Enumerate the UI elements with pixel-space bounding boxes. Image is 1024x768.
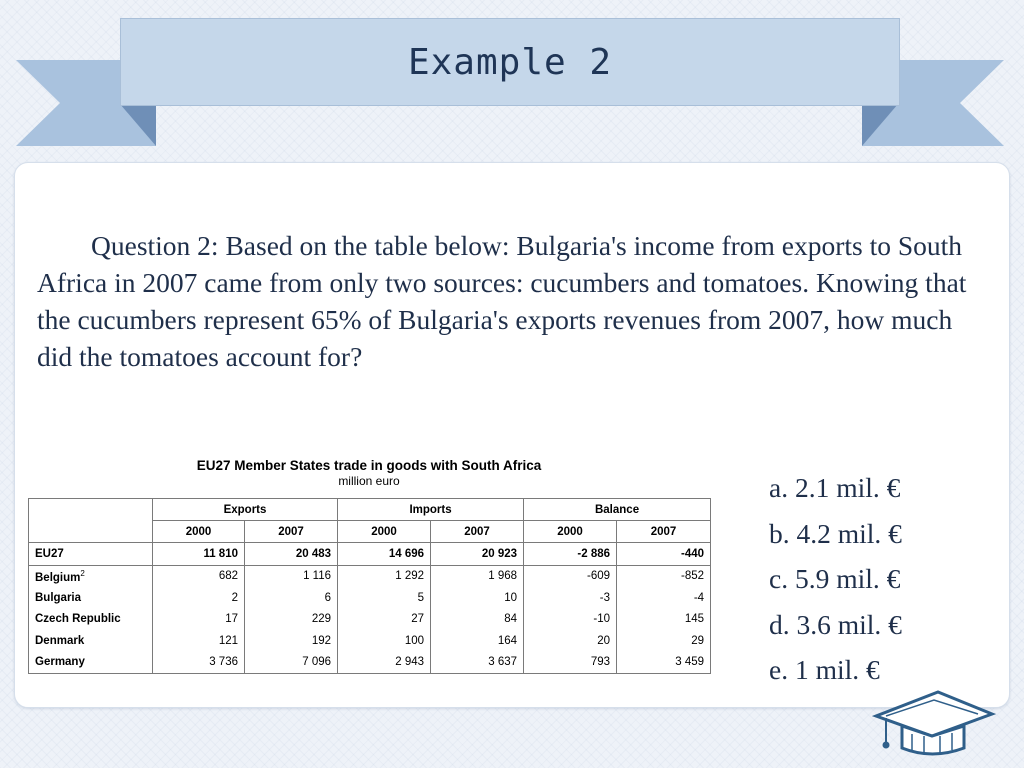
country-name: Bulgaria [35, 591, 82, 604]
value-cell: 3 736 [153, 652, 245, 674]
value-cell: 121 [153, 630, 245, 652]
country-name: Denmark [35, 634, 85, 647]
year-header: 2000 [524, 521, 617, 543]
value-cell: 1 116 [245, 565, 338, 587]
country-name: Czech Republic [35, 613, 121, 626]
value-cell: 20 923 [431, 543, 524, 566]
value-cell: 100 [338, 630, 431, 652]
country-name: EU27 [35, 547, 64, 560]
value-cell: 1 292 [338, 565, 431, 587]
value-cell: 5 [338, 587, 431, 609]
value-cell: 6 [245, 587, 338, 609]
table-subtitle: million euro [338, 474, 400, 488]
table-row [29, 543, 711, 566]
table-title: EU27 Member States trade in goods with South Africa [196, 458, 542, 473]
table-row [29, 652, 711, 674]
country-cell [29, 630, 153, 652]
slide-title: Example 2 [120, 18, 900, 106]
value-cell: 3 637 [431, 652, 524, 674]
value-cell: 229 [245, 609, 338, 631]
value-cell: 20 [524, 630, 617, 652]
column-group-header: Balance [524, 499, 711, 521]
table-row [29, 587, 711, 609]
answer-option-a: a. 2.1 mil. € [769, 472, 901, 503]
year-header: 2000 [338, 521, 431, 543]
value-cell: -3 [524, 587, 617, 609]
value-cell: 17 [153, 609, 245, 631]
answer-option-c: c. 5.9 mil. € [769, 563, 901, 594]
year-header: 2000 [153, 521, 245, 543]
answer-option-d: d. 3.6 mil. € [769, 608, 902, 640]
value-cell: -609 [524, 565, 617, 587]
table-row [29, 630, 711, 652]
value-cell: -10 [524, 609, 617, 631]
year-header: 2007 [617, 521, 711, 543]
country-cell [29, 543, 153, 566]
value-cell: 2 [153, 587, 245, 609]
value-cell: 164 [431, 630, 524, 652]
answer-option-b: b. 4.2 mil. € [769, 517, 902, 549]
value-cell: 27 [338, 609, 431, 631]
table-caption [181, 458, 557, 488]
answer-option-e: e. 1 mil. € [769, 654, 880, 685]
answer-options [769, 465, 902, 693]
value-cell: -4 [617, 587, 711, 609]
value-cell: 84 [431, 609, 524, 631]
country-name: Belgium [35, 571, 81, 584]
content-card [14, 162, 1010, 708]
graduation-cap-icon [872, 686, 996, 758]
country-cell [29, 565, 153, 587]
value-cell: 29 [617, 630, 711, 652]
trade-table [28, 498, 711, 674]
value-cell: 11 810 [153, 543, 245, 566]
column-group-header: Exports [153, 499, 338, 521]
country-name: Germany [35, 656, 85, 669]
value-cell: 7 096 [245, 652, 338, 674]
table-row [29, 565, 711, 587]
footnote-marker: 2 [80, 568, 85, 578]
value-cell: 145 [617, 609, 711, 631]
value-cell: 192 [245, 630, 338, 652]
value-cell: 10 [431, 587, 524, 609]
value-cell: -2 886 [524, 543, 617, 566]
value-cell: 682 [153, 565, 245, 587]
value-cell: 793 [524, 652, 617, 674]
country-cell [29, 652, 153, 674]
year-header: 2007 [431, 521, 524, 543]
value-cell: 3 459 [617, 652, 711, 674]
year-header: 2007 [245, 521, 338, 543]
value-cell: 20 483 [245, 543, 338, 566]
value-cell: 1 968 [431, 565, 524, 587]
value-cell: -440 [617, 543, 711, 566]
table-row [29, 609, 711, 631]
value-cell: 14 696 [338, 543, 431, 566]
column-group-header: Imports [338, 499, 524, 521]
table-corner-cell [29, 499, 153, 543]
country-cell [29, 587, 153, 609]
question-text: Question 2: Based on the table below: Bulgaria's income from exports to South Africa in 2007 came from only two sources: cucumbers and tomatoes. Knowing that the cucumbers represent 65% of Bulgaria's exports revenues from 2007, how much did the tomatoes account for? [37, 230, 967, 372]
value-cell: -852 [617, 565, 711, 587]
value-cell: 2 943 [338, 652, 431, 674]
country-cell [29, 609, 153, 631]
table-group-header-row [29, 499, 711, 521]
